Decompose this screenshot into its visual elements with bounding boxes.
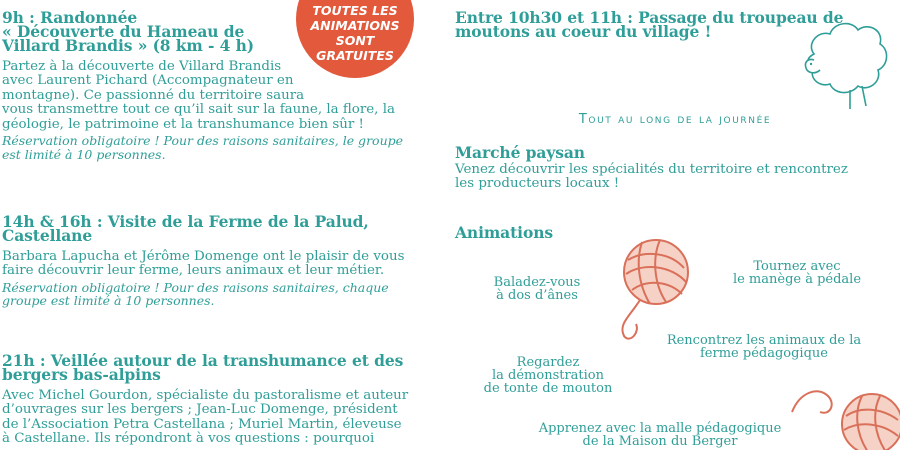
tout-au-long-de-la-journee: Tout au long de la journée: [578, 112, 772, 127]
yarn-ball-icon: [790, 372, 900, 450]
title-line: 21h : Veillée autour de la transhumance et des: [2, 351, 404, 370]
body-line: avec Laurent Pichard (Accompagnateur en: [2, 73, 294, 89]
body-line: d’ouvrages sur les bergers ; Jean-Luc Domenge, président: [2, 402, 398, 418]
badge-line: ANIMATIONS: [310, 18, 400, 33]
body-line: les producteurs locaux !: [455, 176, 620, 192]
animation-item: [712, 260, 882, 286]
body-line: Venez découvrir les spécialités du territoire et rencontrez: [455, 162, 848, 177]
title-line: 14h & 16h : Visite de la Ferme de la Palud,: [2, 212, 369, 231]
animation-line: Regardez: [516, 355, 580, 370]
animation-line: Rencontrez les animaux de la: [666, 333, 862, 348]
animation-line: ferme pédagogique: [700, 346, 828, 361]
animation-line: de la Maison du Berger: [582, 434, 738, 449]
animation-line: Tournez avec: [753, 259, 841, 274]
section-body: [2, 389, 442, 447]
title-line: « Découverte du Hameau de: [2, 22, 245, 41]
animation-line: le manège à pédale: [732, 272, 862, 287]
body-line: vous transmettre tout ce qu’il sait sur la faune, la flore, la: [2, 102, 395, 118]
title-line: moutons au coeur du village !: [455, 22, 712, 41]
section-body: [2, 250, 442, 279]
yarn-ball-icon: [600, 228, 700, 348]
badge-line: GRATUITES: [316, 48, 394, 63]
animation-line: la démonstration: [491, 368, 605, 383]
reservation-note: [2, 281, 442, 308]
section-title: [2, 212, 442, 245]
animation-line: Baladez-vous: [493, 275, 581, 290]
note-line: est limité à 10 personnes.: [2, 146, 166, 162]
animations-title: Animations: [455, 223, 554, 242]
note-line: Réservation obligatoire ! Pour des raisons sanitaires, le groupe: [2, 133, 404, 149]
body-line: Avec Michel Gourdon, spécialiste du pastoralisme et auteur: [2, 388, 409, 403]
animation-item: [648, 334, 880, 360]
title-line: 9h : Randonnée: [2, 8, 138, 27]
animation-line: Apprenez avec la malle pédagogique: [538, 421, 782, 436]
section-veillee: [2, 351, 442, 447]
marche-body: [455, 163, 895, 192]
title-line: Entre 10h30 et 11h : Passage du troupeau de: [455, 8, 844, 27]
section-title: [2, 351, 442, 384]
body-line: Barbara Lapucha et Jérôme Domenge ont le plaisir de vous: [2, 249, 405, 264]
body-line: Partez à la découverte de Villard Brandis: [2, 59, 282, 74]
section-ferme: [2, 212, 442, 309]
title-line: Villard Brandis » (8 km - 4 h): [2, 36, 255, 55]
note-line: groupe est limité à 10 personnes.: [2, 293, 215, 309]
animation-item: [468, 356, 628, 395]
body-line: de l’Association Petra Castellana ; Muriel Martin, éleveuse: [2, 416, 402, 432]
note-line: Réservation obligatoire ! Pour des raisons sanitaires, chaque: [2, 279, 389, 295]
body-line: montagne). Ce passionné du territoire saura: [2, 87, 305, 103]
animation-line: de tonte de mouton: [483, 381, 613, 396]
badge-line: TOUTES LES: [312, 3, 398, 18]
reservation-note: [2, 134, 442, 161]
animation-line: à dos d’ânes: [496, 288, 578, 303]
body-line: géologie, le patrimoine et la transhumance bien sûr !: [2, 116, 364, 132]
body-line: faire découvrir leur ferme, leurs animaux et leur métier.: [2, 263, 385, 279]
body-line: à Castellane. Ils répondront à vos questions : pourquoi: [2, 431, 375, 447]
section-body: [2, 60, 442, 132]
animation-item: [462, 276, 612, 302]
animation-item: [530, 422, 790, 448]
title-line: Castellane: [2, 226, 93, 245]
title-line: bergers bas-alpins: [2, 365, 161, 384]
marche-title: Marché paysan: [455, 143, 585, 162]
sheep-icon: [800, 14, 892, 114]
badge-line: SONT: [335, 33, 375, 48]
